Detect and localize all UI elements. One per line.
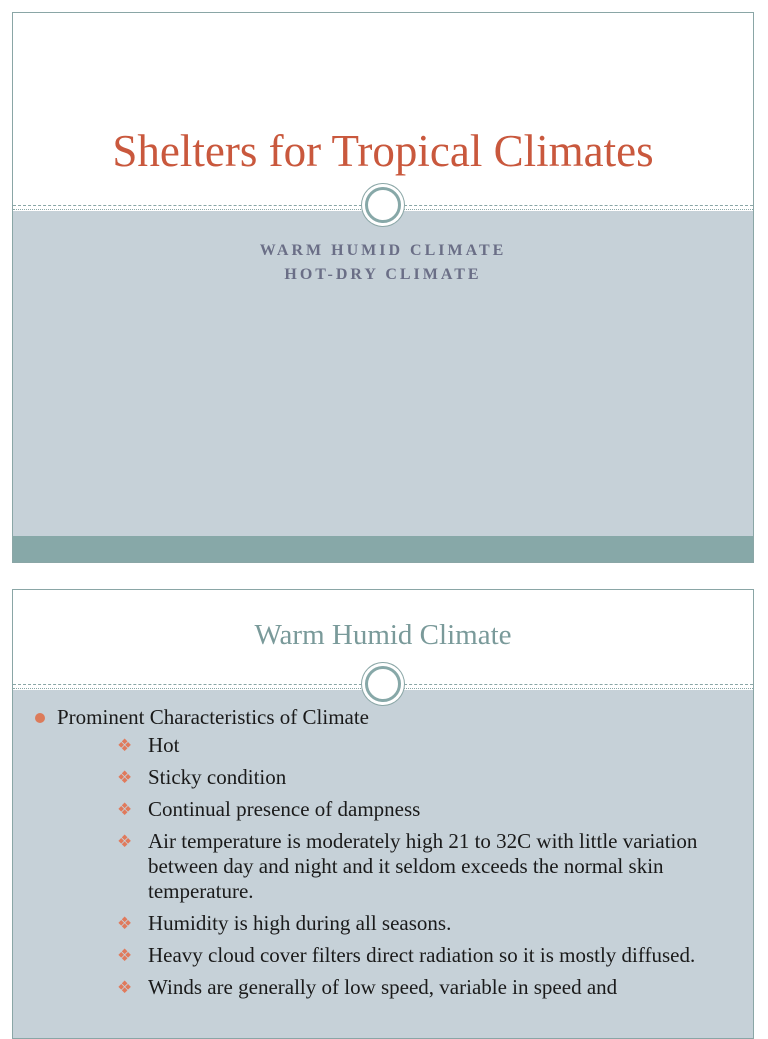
title-slide [12,12,754,563]
diamond-icon: ❖ [117,946,133,965]
list-item [103,829,733,904]
list-item [103,911,733,936]
content-slide [12,589,754,1039]
list-item [103,975,733,1000]
item-text: Air temperature is moderately high 21 to 32C with little variation between day and night and it seldom exceeds the normal skin temperature. [148,829,698,903]
slide-title: Warm Humid Climate [254,619,512,651]
list-item [35,703,733,1000]
title-area [13,13,753,205]
item-text: Hot [148,733,180,757]
item-text: Winds are generally of low speed, variable in speed and [148,975,618,999]
list-item [103,733,733,758]
list-item [103,943,733,968]
item-text: Sticky condition [148,765,287,789]
list-item [103,797,733,822]
item-text: Heavy cloud cover filters direct radiation so it is mostly diffused. [148,943,696,967]
sub-list [57,733,733,1000]
diamond-icon: ❖ [117,736,133,755]
item-text: Humidity is high during all seasons. [148,911,452,935]
dot-icon [35,713,45,723]
subtitle-area [13,211,753,537]
diamond-icon: ❖ [117,768,133,787]
diamond-icon: ❖ [117,832,133,851]
bullet-list [35,703,733,1007]
subtitle-hot-dry: HOT-DRY CLIMATE [284,266,482,283]
list-item [103,765,733,790]
ring-ornament-icon [365,666,401,702]
bullet-text: Prominent Characteristics of Climate [57,705,370,729]
diamond-icon: ❖ [117,914,133,933]
page-title: Shelters for Tropical Climates [112,126,654,176]
subtitle-warm-humid: WARM HUMID CLIMATE [259,242,507,259]
diamond-icon: ❖ [117,800,133,819]
item-text: Continual presence of dampness [148,797,421,821]
diamond-icon: ❖ [117,978,133,997]
ring-ornament-icon [365,187,401,223]
footer-bar [13,536,753,562]
